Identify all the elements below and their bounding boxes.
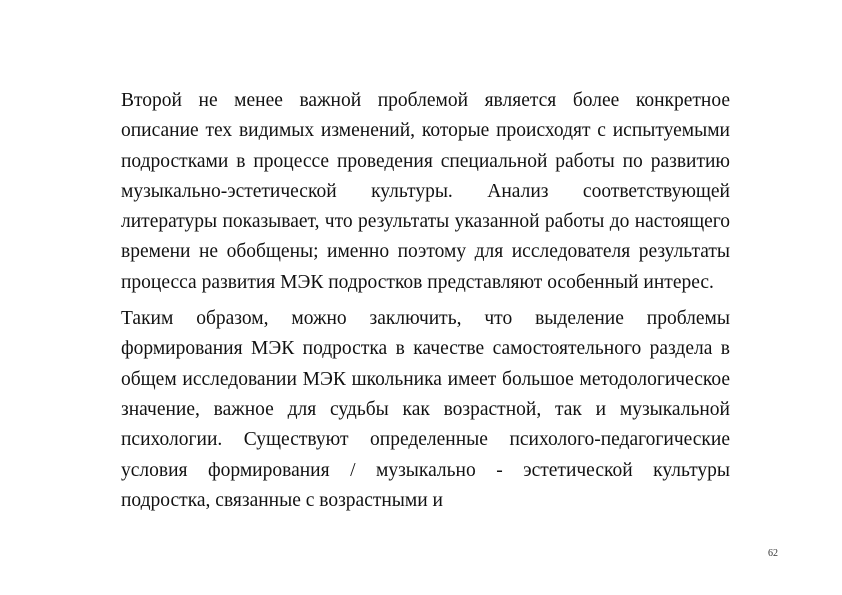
body-text [121, 86, 730, 516]
paragraph-2: Таким образом, можно заключить, что выделение проблемы формирования МЭК подростка в качестве самостоятельного раздела в общем исследовании МЭК школьника имеет большое методологическое значение, важное для судьбы как возрастной, так и музыкальной психологии. Существуют определенные психолого-педагогические условия формирования / музыкально - эстетической культуры подростка, связанные с возрастными и [121, 308, 730, 511]
page-number: 62 [768, 548, 778, 559]
paragraph-1: Второй не менее важной проблемой является более конкретное описание тех видимых изменений, которые происходят с испытуемыми подростками в процессе проведения специальной работы по развитию музыкально-эстетической культуры. Анализ соответствующей литературы показывает, что результаты указанной работы до настоящего времени не обобщены; именно поэтому для исследователя результаты процесса развития МЭК подростков представляют особенный интерес. [121, 90, 730, 293]
